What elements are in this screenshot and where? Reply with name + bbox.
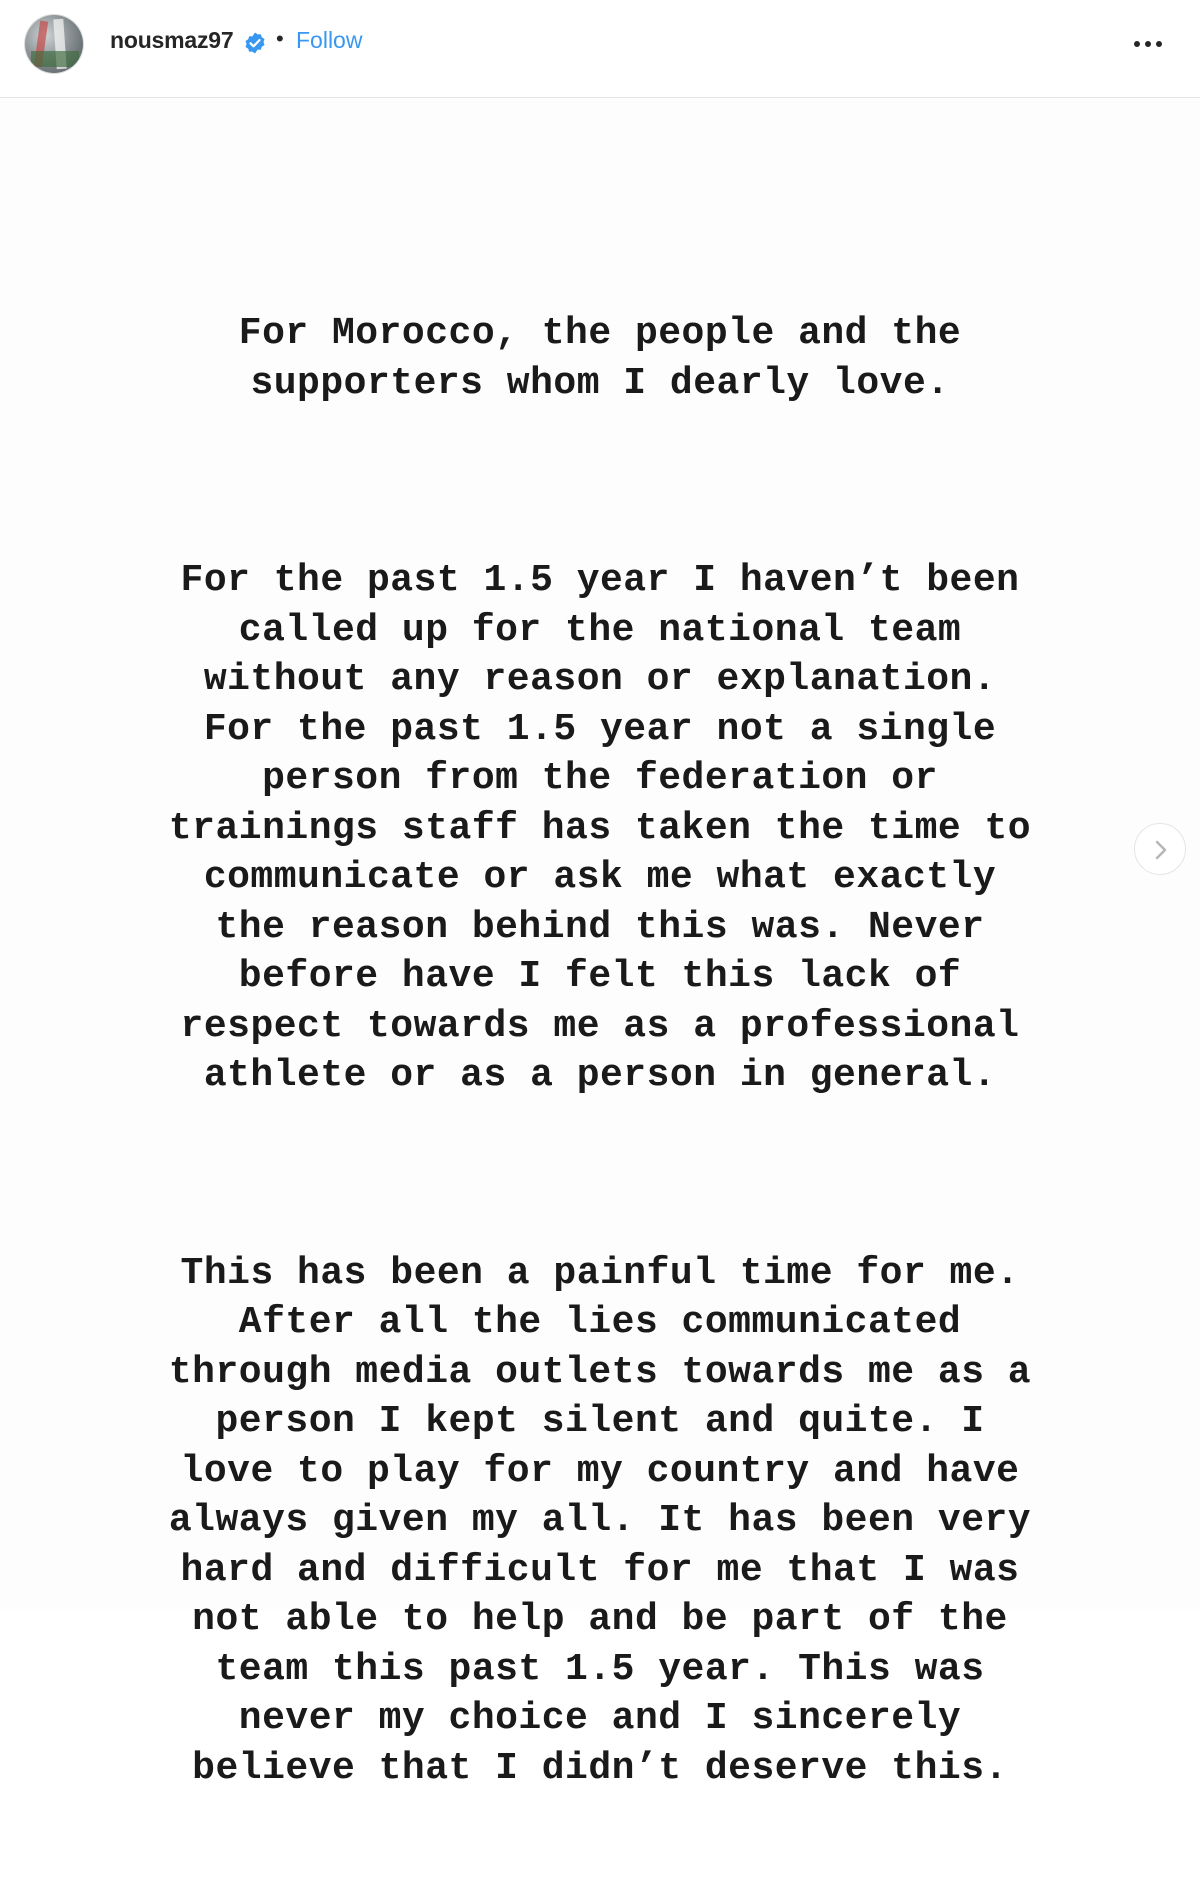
story-paragraph-3: This has been a painful time for me. After all the lies communicated through media outlets towards me as a person I kept silent and quite. I love to play for my country and have always given my all. It has been very hard and difficult for me that I was not able to help and be part of the team this past 1.5 year. This was never my choice and I sincerely believe that I didn’t deserve this.	[168, 1251, 1032, 1790]
verified-badge-icon	[243, 31, 267, 55]
separator-dot: •	[276, 26, 284, 51]
story-paragraph-1: For Morocco, the people and the supporters whom I dearly love.	[238, 312, 962, 405]
story-text	[0, 210, 1200, 1892]
story-content	[0, 98, 1200, 1790]
avatar[interactable]	[25, 15, 83, 73]
post-header	[0, 0, 1200, 98]
story-paragraph-2: For the past 1.5 year I haven’t been called up for the national team without any reason or explanation. For the past 1.5 year not a single person from the federation or trainings staff has taken the time to communicate or ask me what exactly the reason behind this was. Never before have I felt this lack of respect towards me as a professional athlete or as a person in general.	[168, 559, 1032, 1097]
username-link[interactable]: nousmaz97	[110, 27, 234, 53]
next-button[interactable]	[1134, 823, 1186, 875]
more-options-icon[interactable]	[1131, 32, 1167, 56]
chevron-right-icon	[1151, 838, 1171, 862]
follow-button[interactable]: Follow	[296, 27, 363, 53]
